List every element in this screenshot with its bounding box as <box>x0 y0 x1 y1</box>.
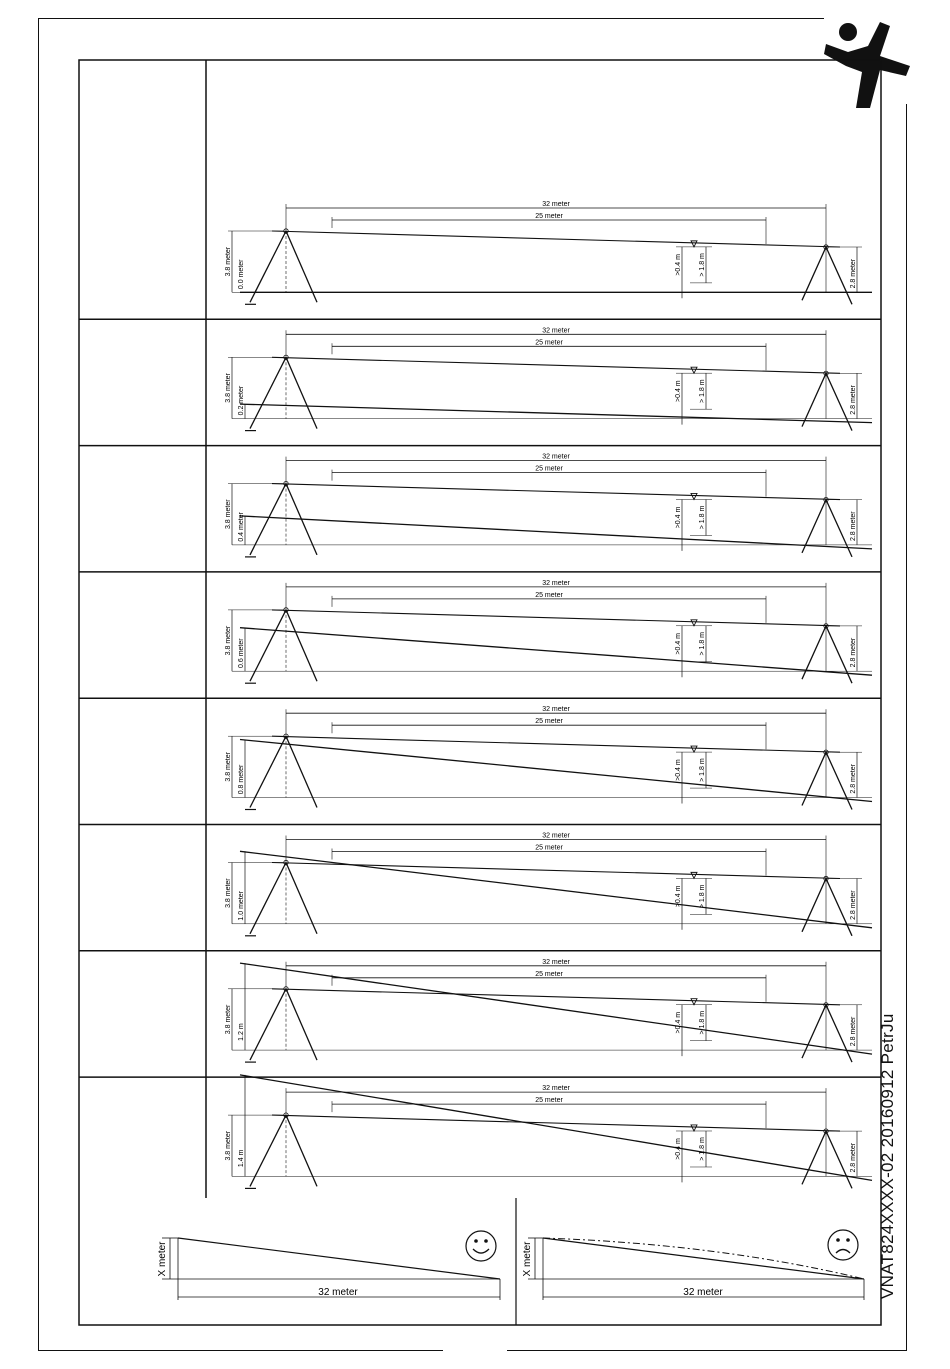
start-height-label: 0.8 meter <box>238 764 245 795</box>
left-height-label: 3.8 meter <box>225 246 232 277</box>
left-frame-leg-a <box>250 231 286 302</box>
left-height-label: 3.8 meter <box>225 878 232 908</box>
good-slope-line <box>178 1238 500 1279</box>
bad-height-label: X meter <box>522 1241 533 1277</box>
span-inner-label: 25 meter <box>535 718 563 726</box>
smiley-face-icon <box>466 1231 496 1261</box>
clearance-label: >0.4 m <box>675 254 682 276</box>
trolley-icon <box>691 620 697 626</box>
bad-slope-line <box>543 1238 864 1279</box>
span-total-label: 32 meter <box>542 1085 570 1093</box>
left-height-label: 3.8 meter <box>225 752 232 782</box>
row-dividers <box>79 319 881 1077</box>
trolley-icon <box>691 493 697 499</box>
rope-line <box>272 1115 840 1131</box>
left-height-label: 3.8 meter <box>225 625 232 656</box>
left-frame-leg-a <box>250 863 286 934</box>
min-height-label: > 1.8 m <box>699 379 706 403</box>
start-height-label: 0.4 meter <box>238 512 245 542</box>
right-height-label: 2.8 meter <box>850 258 857 289</box>
left-frame-leg-b <box>286 1115 317 1186</box>
start-height-label: 0.6 meter <box>238 638 245 668</box>
span-inner-label: 25 meter <box>535 465 563 473</box>
left-height-label: 3.8 meter <box>225 373 232 403</box>
trolley-icon <box>691 872 697 878</box>
span-total-label: 32 meter <box>542 958 570 966</box>
span-diagram-row <box>225 454 872 557</box>
right-height-label: 2.8 meter <box>850 385 857 415</box>
right-frame-leg-b <box>826 1005 852 1062</box>
right-height-label: 2.8 meter <box>850 1016 857 1047</box>
ground-line <box>240 404 872 423</box>
good-example <box>157 1231 500 1300</box>
span-inner-label: 25 meter <box>535 591 563 599</box>
trolley-icon <box>691 999 697 1005</box>
left-frame-leg-b <box>286 989 317 1060</box>
right-height-label: 2.8 meter <box>850 511 857 542</box>
rope-line <box>272 989 840 1005</box>
start-height-label: 1.4 m <box>238 1149 245 1168</box>
rope-line <box>272 231 840 247</box>
clearance-label: >0.4 m <box>675 759 682 781</box>
min-height-label: > 1.8 m <box>699 758 706 782</box>
ground-line <box>240 628 872 676</box>
right-frame-leg-b <box>826 1131 852 1188</box>
min-height-label: > 1.8 m <box>699 632 706 656</box>
ground-line <box>240 740 872 802</box>
left-frame-leg-a <box>250 610 286 681</box>
clearance-label: >0.4 m <box>675 506 682 529</box>
left-frame-leg-a <box>250 484 286 555</box>
right-height-label: 2.8 meter <box>850 1142 857 1173</box>
bad-example <box>522 1230 864 1300</box>
frowning-face-icon <box>828 1230 858 1260</box>
ground-line <box>240 851 872 928</box>
right-height-label: 2.8 meter <box>850 637 857 668</box>
span-diagram-row <box>225 1075 872 1189</box>
right-height-label: 2.8 meter <box>850 764 857 794</box>
rope-line <box>272 484 840 500</box>
min-height-label: > 1.8 m <box>699 1010 706 1035</box>
good-height-label: X meter <box>157 1241 168 1277</box>
span-diagram-row <box>225 959 872 1062</box>
span-inner-label: 25 meter <box>535 1097 563 1105</box>
start-height-label: 1.0 meter <box>238 891 245 921</box>
right-frame-leg-b <box>826 626 852 683</box>
left-frame-leg-b <box>286 863 317 934</box>
span-total-label: 32 meter <box>542 327 570 335</box>
start-height-label: 0.2 meter <box>238 385 245 416</box>
min-height-label: > 1.8 m <box>699 884 706 909</box>
start-height-label: 0.0 meter <box>238 259 245 290</box>
left-height-label: 3.8 meter <box>225 499 232 530</box>
table-outline <box>79 60 881 1325</box>
left-frame-leg-a <box>250 357 286 428</box>
rope-line <box>272 610 840 626</box>
clearance-label: >0.4 m <box>675 632 682 655</box>
span-diagram-row <box>225 327 872 430</box>
trolley-icon <box>691 241 697 247</box>
span-total-label: 32 meter <box>542 706 570 714</box>
span-total-label: 32 meter <box>542 579 570 587</box>
left-frame-leg-b <box>286 231 317 302</box>
rope-line <box>272 736 840 752</box>
span-diagram-row <box>225 706 872 809</box>
span-diagram-row <box>225 580 872 683</box>
span-total-label: 32 meter <box>542 453 570 461</box>
document-code: VNAT824XXXX-02 20160912 PetrJu <box>878 1013 897 1299</box>
span-inner-label: 25 meter <box>535 970 563 978</box>
right-frame-leg-b <box>826 247 852 304</box>
left-frame-leg-a <box>250 989 286 1060</box>
min-height-label: > 1.8 m <box>699 253 706 277</box>
left-frame-leg-b <box>286 357 317 428</box>
left-frame-leg-a <box>250 1115 286 1186</box>
right-height-label: 2.8 meter <box>850 890 857 920</box>
bad-length-label: 32 meter <box>683 1287 723 1298</box>
right-frame-leg-b <box>826 879 852 936</box>
min-height-label: > 1.8 m <box>699 505 706 530</box>
span-total-label: 32 meter <box>542 201 570 208</box>
diagram-rows <box>225 201 872 1188</box>
rope-line <box>272 357 840 373</box>
span-inner-label: 25 meter <box>535 213 563 220</box>
left-frame-leg-b <box>286 610 317 681</box>
ground-line <box>240 516 872 549</box>
trolley-icon <box>691 367 697 373</box>
good-length-label: 32 meter <box>318 1287 358 1298</box>
right-frame-leg-b <box>826 500 852 557</box>
left-height-label: 3.8 meter <box>225 1004 232 1035</box>
min-height-label: > 1.8 m <box>699 1137 706 1161</box>
clearance-label: >0.4 m <box>675 1138 682 1160</box>
trolley-icon <box>691 1125 697 1131</box>
left-frame-leg-a <box>250 736 286 807</box>
start-height-label: 1.2 m <box>238 1023 245 1041</box>
span-diagram-row <box>225 833 872 936</box>
span-inner-label: 25 meter <box>535 339 563 347</box>
span-diagram-row <box>225 201 872 304</box>
clearance-label: >0.4 m <box>675 1011 682 1034</box>
span-inner-label: 25 meter <box>535 844 563 852</box>
clearance-label: >0.4 m <box>675 885 682 908</box>
trolley-icon <box>691 746 697 752</box>
span-total-label: 32 meter <box>542 832 570 840</box>
left-height-label: 3.8 meter <box>225 1130 232 1161</box>
clearance-label: >0.4 m <box>675 380 682 402</box>
right-frame-leg-b <box>826 752 852 809</box>
